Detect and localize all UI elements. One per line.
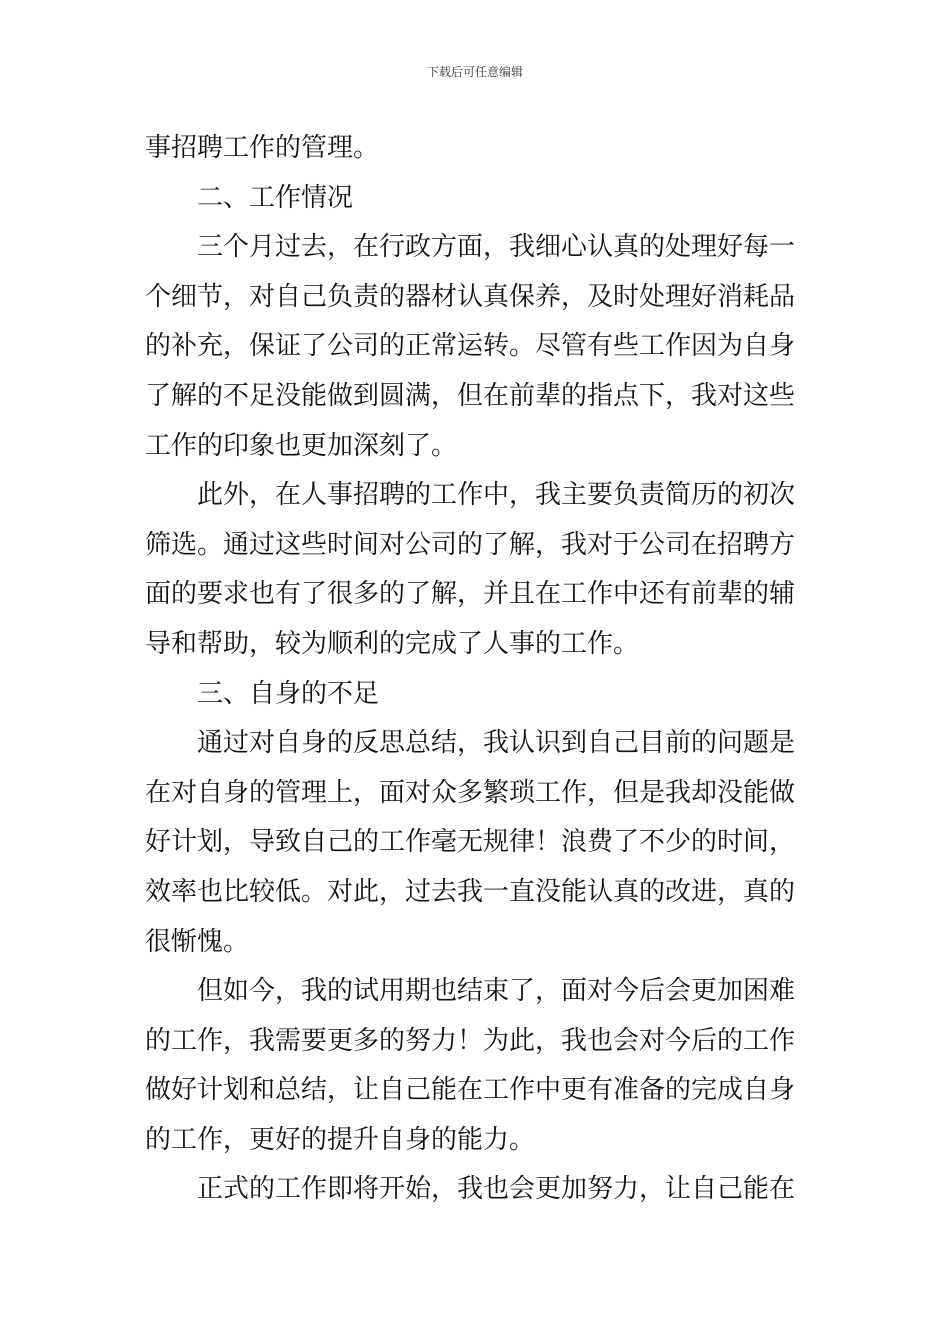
document-body xyxy=(145,124,810,1215)
text-line: 导和帮助，较为顺利的完成了人事的工作。 xyxy=(145,628,640,659)
text-line: 的工作，我需要更多的努力！为此，我也会对今后的工作 xyxy=(145,1025,796,1056)
text-line: 好计划，导致自己的工作毫无规律！浪费了不少的时间， xyxy=(145,827,796,858)
text-line: 在对自身的管理上，面对众多繁琐工作，但是我却没能做 xyxy=(145,777,796,808)
text-line: 面的要求也有了很多的了解，并且在工作中还有前辈的辅 xyxy=(145,579,796,610)
page-header: 下载后可任意编辑 xyxy=(426,65,523,79)
text-line: 了解的不足没能做到圆满，但在前辈的指点下，我对这些 xyxy=(145,380,796,411)
text-line: 的补充，保证了公司的正常运转。尽管有些工作因为自身 xyxy=(145,331,796,362)
text-line: 工作的印象也更加深刻了。 xyxy=(145,430,458,461)
text-line: 事招聘工作的管理。 xyxy=(145,133,380,163)
text-line: 筛选。通过这些时间对公司的了解，我对于公司在招聘方 xyxy=(145,529,796,560)
text-line: 个细节，对自己负责的器材认真保养，及时处理好消耗品 xyxy=(145,281,796,312)
section-heading: 三、自身的不足 xyxy=(197,678,380,709)
text-line: 效率也比较低。对此，过去我一直没能认真的改进，真的 xyxy=(145,876,796,907)
text-line: 此外，在人事招聘的工作中，我主要负责简历的初次 xyxy=(197,480,796,511)
section-heading: 二、工作情况 xyxy=(197,182,354,213)
text-line: 正式的工作即将开始，我也会更加努力，让自己能在 xyxy=(197,1174,796,1205)
text-line: 很惭愧。 xyxy=(145,926,250,957)
text-line: 的工作，更好的提升自身的能力。 xyxy=(145,1124,536,1155)
text-line: 三个月过去，在行政方面，我细心认真的处理好每一 xyxy=(197,232,796,263)
text-line: 但如今，我的试用期也结束了，面对今后会更加困难 xyxy=(197,976,796,1007)
text-line: 做好计划和总结，让自己能在工作中更有准备的完成自身 xyxy=(145,1075,796,1106)
text-line: 通过对自身的反思总结，我认识到自己目前的问题是 xyxy=(197,728,796,759)
